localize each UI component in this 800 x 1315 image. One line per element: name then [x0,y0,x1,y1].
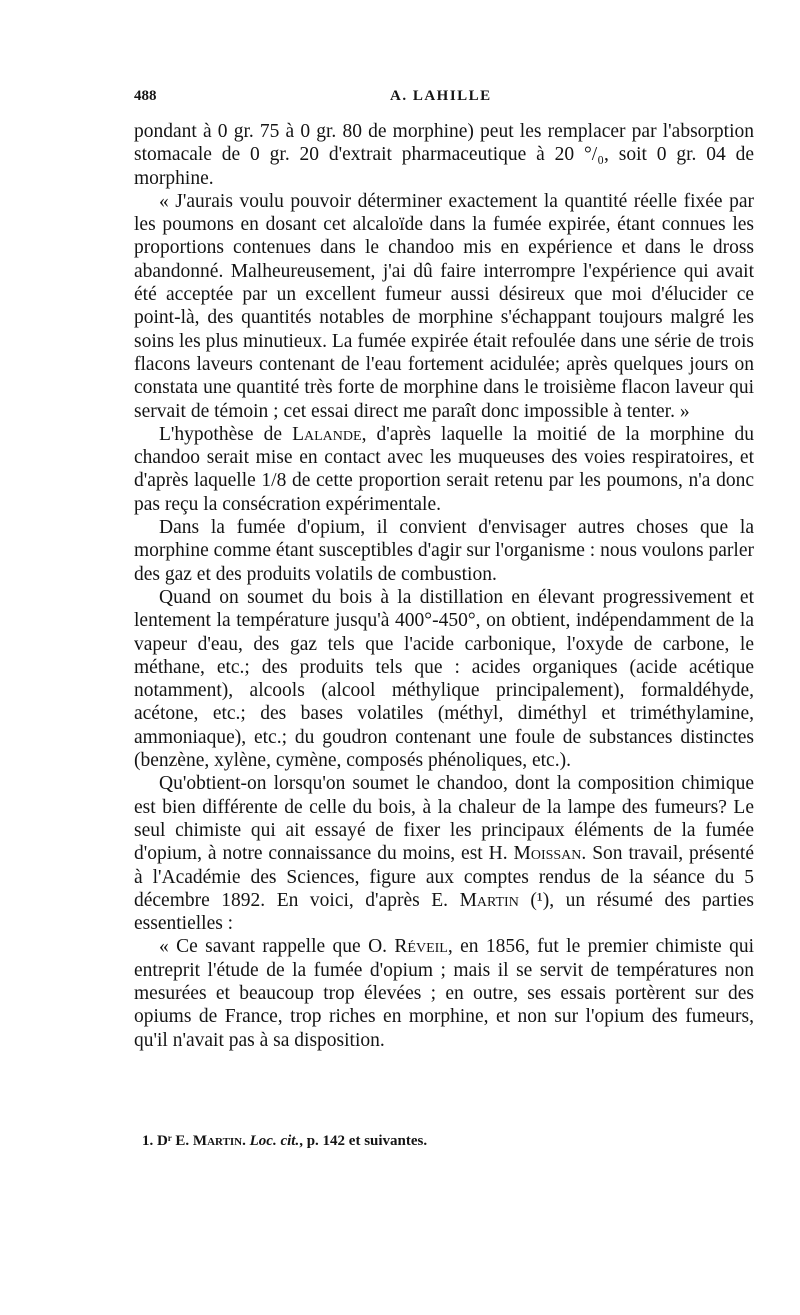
paragraph-3-before: L'hypothèse de [159,423,293,445]
paragraph-7 [134,935,754,1051]
paragraph-3 [134,423,754,516]
paragraph-1: pondant à 0 gr. 75 à 0 gr. 80 de morphine) peut les remplacer par l'absorption stomacale de 0 gr. 20 d'extrait pharmaceutique à 20 °/₀, soit 0 gr. 04 de morphine. [134,121,754,189]
paragraph-4: Dans la fumée d'opium, il convient d'envisager autres choses que la morphine comme étant susceptibles d'agir sur l'organisme : nous voulons parler des gaz et des produits volatils de combustion. [134,517,754,585]
footnote: 1. Dʳ E. Martin. Loc. cit., p. 142 et suivantes. [142,1133,428,1149]
author-name-moissan: Moissan [513,843,582,865]
paragraph-7-after: , en 1856, fut le premier chimiste qui entreprit l'étude de la fumée d'opium ; mais il se servit de températures non mesurées et beaucoup trop élevées ; en outre, ses essais portèrent sur des opiums de France, trop riches en morphine, et non sur l'opium des fumeurs, qu'il n'avait pas à sa disposition. [134,936,754,1051]
running-head: A. LAHILLE [390,88,492,104]
footnote-author: Martin [192,1133,243,1149]
footnote-number: 1. [142,1133,154,1149]
paragraph-5: Quand on soumet du bois à la distillation en élevant progressivement et lentement la température jusqu'à 400°-450°, on obtient, indépendamment de la vapeur d'eau, des gaz tels que l'acide carbonique, l'oxyde de carbone, le méthane, etc.; des produits tels que : acides organiques (acide acétique notamment), alcools (alcool méthylique principalement), formaldéhyde, acétone, etc.; des bases volatiles (méthyl, diméthyl et triméthylamine, ammoniaque), etc.; du goudron contenant une foule de substances distinctes (benzène, xylène, cymène, composés phénoliques, etc.). [134,586,754,772]
page-header [134,88,754,112]
paragraph-2: « J'aurais voulu pouvoir déterminer exactement la quantité réelle fixée par les poumons en dosant cet alcaloïde dans la fumée expirée, étant connues les proportions contenues dans le chandoo mis en expérience et dans le dross abandonné. Malheureusement, j'ai dû faire interrompre l'expérience qui avait été acceptée par un excellent fumeur aussi désireux que moi d'élucider ce point-là, des quantités notables de morphine s'échappant toujours malgré les soins les plus minutieux. La fumée expirée était refoulée dans une série de trois flacons laveurs contenant de l'eau fortement acidulée; après quelques jours on constata une quantité très forte de morphine dans le troisième flacon laveur qui servait de témoin ; cet essai direct me paraît donc impossible à tenter. » [134,190,754,422]
author-name-martin: Martin [459,889,519,911]
paragraph-6 [134,772,754,935]
author-name-reveil: Réveil [394,936,448,958]
footnote-author-prefix: Dʳ E. [157,1133,193,1149]
author-name-lalande: Lalande [292,423,362,445]
paragraph-3-after: , d'après laquelle la moitié de la morphine du chandoo serait mise en contact avec les muqueuses des voies respiratoires, et d'après laquelle 1/8 de cette proportion serait retenu par les poumons, n'a donc pas reçu la consécration expérimentale. [134,423,754,515]
page-number: 488 [134,88,157,104]
footnote-ref-rest: , p. 142 et suivantes. [299,1133,428,1149]
footnote-ref-italic: Loc. cit. [249,1133,300,1149]
paragraph-7-before: « Ce savant rappelle que O. [159,936,395,958]
body-text [134,120,754,1052]
paragraph-6-before: Qu'obtient-on lorsqu'on soumet le chandoo, dont la composition chimique est bien différente de celle du bois, à la chaleur de la lampe des fumeurs? Le seul chimiste qui ait essayé de fixer les principaux éléments de la fumée d'opium, à notre connaissance du moins, est H. [134,773,754,865]
paragraph-6-after: (¹), un résumé des parties essentielles : [134,889,754,935]
paragraph-6-middle: . Son travail, présenté à l'Académie des Sciences, figure aux comptes rendus de la séance du 5 décembre 1892. En voici, d'après E. [134,843,754,911]
